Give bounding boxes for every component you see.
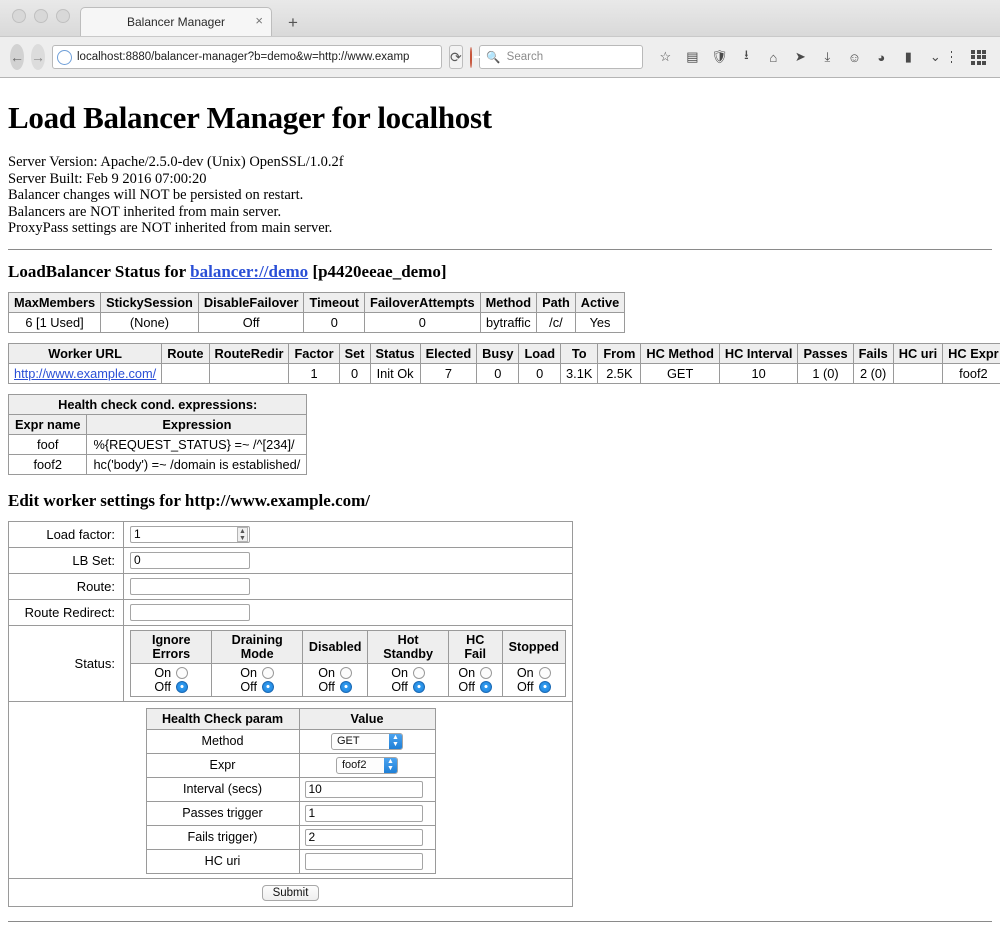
health-check-params-table <box>146 708 436 874</box>
hc-expressions-caption: Health check cond. expressions: <box>9 394 307 414</box>
status-cell <box>124 625 573 701</box>
hc-passes-input[interactable] <box>305 805 423 822</box>
th-health-check-param: Health Check param <box>146 708 299 729</box>
palette-icon[interactable]: ◕ <box>877 49 886 65</box>
radio-button-off[interactable] <box>539 681 551 693</box>
radio-button-off[interactable] <box>480 681 492 693</box>
td-hc-uri <box>893 363 942 383</box>
edit-worker-heading: Edit worker settings for http://www.example.com/ <box>8 490 371 510</box>
th-disabled: Disabled <box>302 630 368 663</box>
reader-icon[interactable]: ▤ <box>686 49 699 64</box>
hc-param-name-passes: Passes trigger <box>146 801 299 825</box>
table-row <box>9 312 625 332</box>
radio-label-on: On <box>516 665 534 680</box>
radio-off-stopped[interactable] <box>509 680 559 694</box>
hc-param-name-hcuri: HC uri <box>146 849 299 873</box>
th-load: Load <box>519 343 561 363</box>
form-row-lb-set <box>9 547 573 573</box>
td-routeredir <box>209 363 289 383</box>
hc-param-name-expr: Expr <box>146 753 299 777</box>
th-fails: Fails <box>853 343 893 363</box>
table-row <box>146 801 435 825</box>
radio-button-off[interactable] <box>340 681 352 693</box>
pocket-icon[interactable]: ⤓ <box>824 49 831 64</box>
block-icon[interactable] <box>470 47 473 68</box>
table-header-row <box>146 708 435 729</box>
th-hc-interval: HC Interval <box>719 343 798 363</box>
persist-note-line: Balancer changes will NOT be persisted on restart. <box>8 187 304 203</box>
radio-on-disabled[interactable] <box>309 666 362 680</box>
worker-settings-form <box>8 521 573 907</box>
th-draining-mode: Draining Mode <box>212 630 302 663</box>
radio-off-hc-fail[interactable] <box>455 680 496 694</box>
td-expr-name: foof <box>9 434 87 454</box>
th-to: To <box>561 343 598 363</box>
route-redirect-label: Route Redirect: <box>9 599 124 625</box>
th-busy: Busy <box>477 343 519 363</box>
maximize-window-button[interactable] <box>56 9 70 23</box>
balancer-link[interactable]: balancer://demo <box>190 261 309 281</box>
radio-on-stopped[interactable] <box>509 666 559 680</box>
td-active: Yes <box>575 312 624 332</box>
table-row <box>131 663 566 696</box>
radio-label-off: Off <box>391 679 408 694</box>
th-hot-standby: Hot Standby <box>368 630 448 663</box>
form-row-health-check <box>9 701 573 878</box>
th-status: Status <box>370 343 420 363</box>
form-row-route <box>9 573 573 599</box>
td-passes: 1 (0) <box>798 363 853 383</box>
radio-label-off: Off <box>240 679 257 694</box>
stepper-arrows-icon[interactable]: ▲ ▼ <box>237 527 248 542</box>
th-hc-uri: HC uri <box>893 343 942 363</box>
route-redirect-cell <box>124 599 573 625</box>
status-label: Status: <box>9 625 124 701</box>
bookmark-star-icon[interactable]: ☆ <box>659 49 672 64</box>
window-controls[interactable] <box>12 9 70 23</box>
submit-button[interactable]: Submit <box>262 885 320 901</box>
radio-off-hot-standby[interactable] <box>374 680 441 694</box>
status-cell-disabled <box>302 663 368 696</box>
th-path: Path <box>537 292 576 312</box>
status-cell-draining-mode <box>212 663 302 696</box>
hc-expr-selected-value: foof2 <box>342 759 367 771</box>
address-bar[interactable] <box>52 45 442 69</box>
hc-param-value-expr <box>299 753 435 777</box>
hc-param-value-interval <box>299 777 435 801</box>
form-row-submit <box>9 878 573 906</box>
download-icon[interactable]: ⭳ <box>744 47 749 62</box>
radio-button-on[interactable] <box>262 667 274 679</box>
radio-button-on[interactable] <box>539 667 551 679</box>
balancer-status-heading <box>8 262 992 282</box>
window-titlebar <box>0 0 1000 36</box>
radio-off-disabled[interactable] <box>309 680 362 694</box>
hc-param-value-method <box>299 729 435 753</box>
td-set: 0 <box>339 363 370 383</box>
navigation-toolbar <box>0 36 1000 77</box>
table-header-row <box>131 630 566 663</box>
hc-uri-input[interactable] <box>305 853 423 870</box>
th-routeredir: RouteRedir <box>209 343 289 363</box>
hc-method-selected-value: GET <box>337 735 360 747</box>
search-icon: 🔍 <box>486 52 501 64</box>
th-elected: Elected <box>420 343 477 363</box>
th-hc-fail: HC Fail <box>448 630 502 663</box>
menu-icon[interactable] <box>951 51 952 63</box>
table-header-row <box>9 414 307 434</box>
chevron-updown-icon[interactable]: ▲ ▼ <box>384 758 397 773</box>
td-path: /c/ <box>537 312 576 332</box>
td-stickysession: (None) <box>101 312 199 332</box>
load-factor-input[interactable] <box>130 526 250 543</box>
route-redirect-input[interactable] <box>130 604 250 621</box>
th-hc-expr: HC Expr <box>943 343 1000 363</box>
th-active: Active <box>575 292 624 312</box>
td-expression: %{REQUEST_STATUS} =~ /^[234]/ <box>87 434 307 454</box>
health-check-params-cell <box>9 701 573 878</box>
radio-label-on: On <box>458 665 476 680</box>
globe-icon <box>57 50 72 65</box>
balancer-summary-table <box>8 292 625 333</box>
table-header-row <box>9 343 1000 363</box>
td-hc-interval: 10 <box>719 363 798 383</box>
td-to: 3.1K <box>561 363 598 383</box>
th-worker-url: Worker URL <box>9 343 162 363</box>
health-check-expressions-table <box>8 394 307 475</box>
status-cell-hc-fail <box>448 663 502 696</box>
hc-method-select[interactable] <box>331 733 403 750</box>
table-row <box>9 454 307 474</box>
server-version-line: Server Version: Apache/2.5.0-dev (Unix) OpenSSL/1.0.2f <box>8 154 344 170</box>
radio-on-hc-fail[interactable] <box>455 666 496 680</box>
radio-label-off: Off <box>458 679 475 694</box>
td-hc-expr: foof2 <box>943 363 1000 383</box>
th-hc-method: HC Method <box>641 343 720 363</box>
worker-table <box>8 343 1000 384</box>
load-factor-cell <box>124 521 573 547</box>
td-factor: 1 <box>289 363 339 383</box>
load-factor-label: Load factor: <box>9 521 124 547</box>
forward-button[interactable]: → <box>31 44 45 70</box>
home-icon[interactable]: ⌂ <box>769 49 778 65</box>
table-row <box>146 753 435 777</box>
send-icon[interactable]: ➤ <box>794 49 806 64</box>
table-header-row <box>9 292 625 312</box>
td-expr-name: foof2 <box>9 454 87 474</box>
radio-button-on[interactable] <box>480 667 492 679</box>
th-route: Route <box>162 343 209 363</box>
td-busy: 0 <box>477 363 519 383</box>
radio-button-on[interactable] <box>413 667 425 679</box>
table-row <box>9 434 307 454</box>
submit-cell <box>9 878 573 906</box>
radio-off-draining-mode[interactable] <box>218 680 295 694</box>
hc-fails-input[interactable] <box>305 829 423 846</box>
radio-label-off: Off <box>154 679 171 694</box>
close-window-button[interactable] <box>12 9 26 23</box>
radio-label-on: On <box>318 665 336 680</box>
th-disablefailover: DisableFailover <box>198 292 304 312</box>
td-worker-url[interactable] <box>9 363 162 383</box>
inherit-note-line: Balancers are NOT inherited from main server. <box>8 203 282 220</box>
radio-label-on: On <box>240 665 258 680</box>
table-row <box>146 849 435 873</box>
divider <box>8 249 992 250</box>
td-method: bytraffic <box>480 312 537 332</box>
hc-param-name-interval: Interval (secs) <box>146 777 299 801</box>
td-fails: 2 (0) <box>853 363 893 383</box>
lb-set-cell <box>124 547 573 573</box>
td-from: 2.5K <box>598 363 641 383</box>
td-expression: hc('body') =~ /domain is established/ <box>87 454 307 474</box>
td-timeout: 0 <box>304 312 365 332</box>
route-cell <box>124 573 573 599</box>
shield-icon[interactable]: 🛡 <box>711 49 728 64</box>
th-failoverattempts: FailoverAttempts <box>365 292 481 312</box>
radio-button-off[interactable] <box>262 681 274 693</box>
table-row <box>146 825 435 849</box>
radio-button-on[interactable] <box>340 667 352 679</box>
new-tab-button[interactable]: + <box>288 13 298 32</box>
search-placeholder: Search <box>506 51 544 63</box>
tab-close-icon[interactable]: × <box>255 13 263 28</box>
server-info <box>8 154 992 237</box>
hc-param-value-fails <box>299 825 435 849</box>
th-value: Value <box>299 708 435 729</box>
status-toggle-table <box>130 630 566 697</box>
radio-label-on: On <box>391 665 409 680</box>
route-label: Route: <box>9 573 124 599</box>
th-maxmembers: MaxMembers <box>9 292 101 312</box>
table-caption-row <box>9 394 307 414</box>
bottom-divider <box>8 921 992 922</box>
hc-param-name-method: Method <box>146 729 299 753</box>
toolbar-icons <box>656 48 944 66</box>
hc-interval-input[interactable] <box>305 781 423 798</box>
lb-set-input[interactable] <box>130 552 250 569</box>
chevron-down-icon[interactable]: ⌄ <box>929 49 941 64</box>
proxypass-note-line: ProxyPass settings are NOT inherited from main server. <box>8 220 333 236</box>
th-from: From <box>598 343 641 363</box>
status-cell-ignore-errors <box>131 663 212 696</box>
server-built-line: Server Built: Feb 9 2016 07:00:20 <box>8 170 207 187</box>
td-elected: 7 <box>420 363 477 383</box>
th-method: Method <box>480 292 537 312</box>
td-maxmembers: 6 [1 Used] <box>9 312 101 332</box>
worker-url-link[interactable]: http://www.example.com/ <box>14 365 157 381</box>
th-stopped: Stopped <box>502 630 565 663</box>
hc-param-value-hcuri <box>299 849 435 873</box>
status-cell-hot-standby <box>368 663 448 696</box>
radio-label-on: On <box>154 665 172 680</box>
th-stickysession: StickySession <box>101 292 199 312</box>
smiley-icon[interactable]: ☺ <box>847 49 861 65</box>
tab-balancer-manager[interactable] <box>80 7 272 36</box>
td-failoverattempts: 0 <box>365 312 481 332</box>
radio-button-off[interactable] <box>176 681 188 693</box>
route-input[interactable] <box>130 578 250 595</box>
apps-grid-icon[interactable] <box>971 50 986 65</box>
td-load: 0 <box>519 363 561 383</box>
form-row-status <box>9 625 573 701</box>
th-expression: Expression <box>87 414 307 434</box>
tab-label: Balancer Manager <box>126 15 226 29</box>
radio-on-hot-standby[interactable] <box>374 666 441 680</box>
battery-icon[interactable]: ▮ <box>904 49 912 64</box>
th-passes: Passes <box>798 343 853 363</box>
page-title: Load Balancer Manager for localhost <box>8 100 492 135</box>
th-factor: Factor <box>289 343 339 363</box>
radio-label-off: Off <box>517 679 534 694</box>
td-disablefailover: Off <box>198 312 304 332</box>
balancer-heading-prefix: LoadBalancer Status for <box>8 261 191 281</box>
radio-on-ignore-errors[interactable] <box>137 666 205 680</box>
hc-param-value-passes <box>299 801 435 825</box>
form-row-load-factor <box>9 521 573 547</box>
hc-param-name-fails: Fails trigger) <box>146 825 299 849</box>
radio-on-draining-mode[interactable] <box>218 666 295 680</box>
search-input[interactable] <box>479 45 643 69</box>
load-factor-stepper[interactable] <box>130 526 250 543</box>
status-cell-stopped <box>502 663 565 696</box>
form-row-route-redirect <box>9 599 573 625</box>
td-route <box>162 363 209 383</box>
th-set: Set <box>339 343 370 363</box>
lb-set-label: LB Set: <box>9 547 124 573</box>
th-timeout: Timeout <box>304 292 365 312</box>
reload-icon[interactable]: ⟳ <box>449 45 463 69</box>
th-expr-name: Expr name <box>9 414 87 434</box>
radio-label-off: Off <box>318 679 335 694</box>
radio-button-off[interactable] <box>413 681 425 693</box>
browser-chrome <box>0 0 1000 78</box>
table-row <box>146 729 435 753</box>
balancer-heading-suffix: [p4420eeae_demo] <box>308 261 447 281</box>
page-content <box>0 78 1000 922</box>
td-hc-method: GET <box>641 363 720 383</box>
table-row <box>146 777 435 801</box>
back-button[interactable]: ← <box>10 44 24 70</box>
radio-off-ignore-errors[interactable] <box>137 680 205 694</box>
td-status: Init Ok <box>370 363 420 383</box>
address-bar-text: localhost:8880/balancer-manager?b=demo&w=http://www.examp <box>77 51 410 63</box>
th-ignore-errors: Ignore Errors <box>131 630 212 663</box>
hc-expr-select[interactable] <box>336 757 398 774</box>
minimize-window-button[interactable] <box>34 9 48 23</box>
tab-strip <box>80 0 304 36</box>
chevron-updown-icon[interactable]: ▲ ▼ <box>389 734 402 749</box>
radio-button-on[interactable] <box>176 667 188 679</box>
table-row <box>9 363 1000 383</box>
